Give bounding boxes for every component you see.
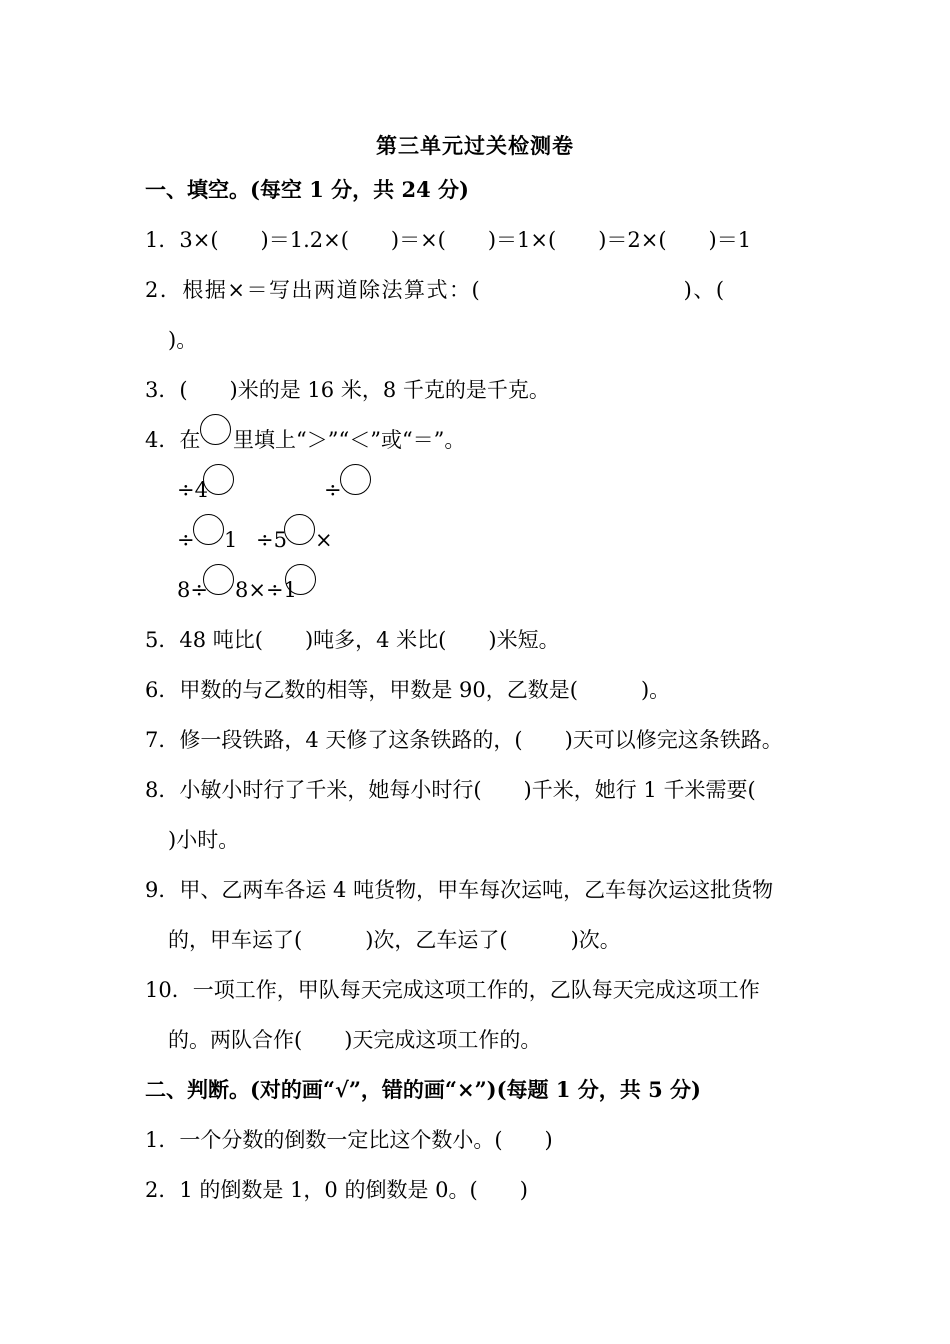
q4-row3-a: 8÷ (177, 578, 208, 602)
compare-circle-icon (193, 514, 224, 545)
q4-row1-left: ÷4 (177, 478, 208, 502)
compare-circle-icon (284, 514, 315, 545)
q4-row2-a: ÷ (177, 528, 195, 552)
question-1-9-cont: 的，甲车运了( )次，乙车运了( )次。 (168, 928, 621, 952)
q4-row2-b: 1 (224, 528, 238, 552)
question-1-2: 2．根据×＝写出两道除法算式：( )、( (145, 278, 726, 302)
question-1-8-cont: )小时。 (168, 828, 240, 852)
compare-circle-icon (203, 464, 234, 495)
question-1-10-cont: 的。两队合作( )天完成这项工作的。 (168, 1028, 542, 1052)
question-1-6: 6．甲数的与乙数的相等，甲数是 90，乙数是( )。 (145, 678, 671, 702)
q4-row2-d: × (315, 528, 333, 552)
question-1-8: 8．小敏小时行了千米，她每小时行( )千米，她行 1 千米需要( (145, 778, 756, 802)
question-1-3: 3．( )米的是 16 米，8 千克的是千克。 (145, 378, 550, 402)
q4-row1-right: ÷ (324, 478, 342, 502)
question-1-1: 1．3×( )＝1.2×( )＝×( )＝1×( )＝2×( )＝1 (145, 228, 752, 252)
question-2-2: 2．1 的倒数是 1，0 的倒数是 0。( ) (145, 1178, 528, 1202)
question-1-4-text: 里填上“＞”“＜”或“＝”。 (233, 428, 466, 452)
question-1-5: 5．48 吨比( )吨多，4 米比( )米短。 (145, 628, 560, 652)
compare-circle-icon (203, 564, 234, 595)
question-1-4-label: 4．在 (145, 428, 201, 452)
section1-heading: 一、填空。(每空 1 分，共 24 分) (145, 177, 469, 202)
question-2-1: 1．一个分数的倒数一定比这个数小。( ) (145, 1128, 553, 1152)
page-title: 第三单元过关检测卷 (376, 133, 574, 158)
compare-circle-icon (200, 414, 231, 445)
q4-row3-b: 8×÷1 (235, 578, 297, 602)
question-1-9: 9．甲、乙两车各运 4 吨货物，甲车每次运吨，乙车每次运这批货物 (145, 878, 774, 902)
section2-heading: 二、判断。(对的画“√”，错的画“×”)(每题 1 分，共 5 分) (145, 1077, 701, 1102)
compare-circle-icon (340, 464, 371, 495)
q4-row2-c: ÷5 (256, 528, 287, 552)
question-1-7: 7．修一段铁路，4 天修了这条铁路的，( )天可以修完这条铁路。 (145, 728, 783, 752)
question-1-2-cont: )。 (168, 328, 198, 352)
compare-circle-icon (285, 564, 316, 595)
question-1-10: 10．一项工作，甲队每天完成这项工作的，乙队每天完成这项工作 (145, 978, 760, 1002)
